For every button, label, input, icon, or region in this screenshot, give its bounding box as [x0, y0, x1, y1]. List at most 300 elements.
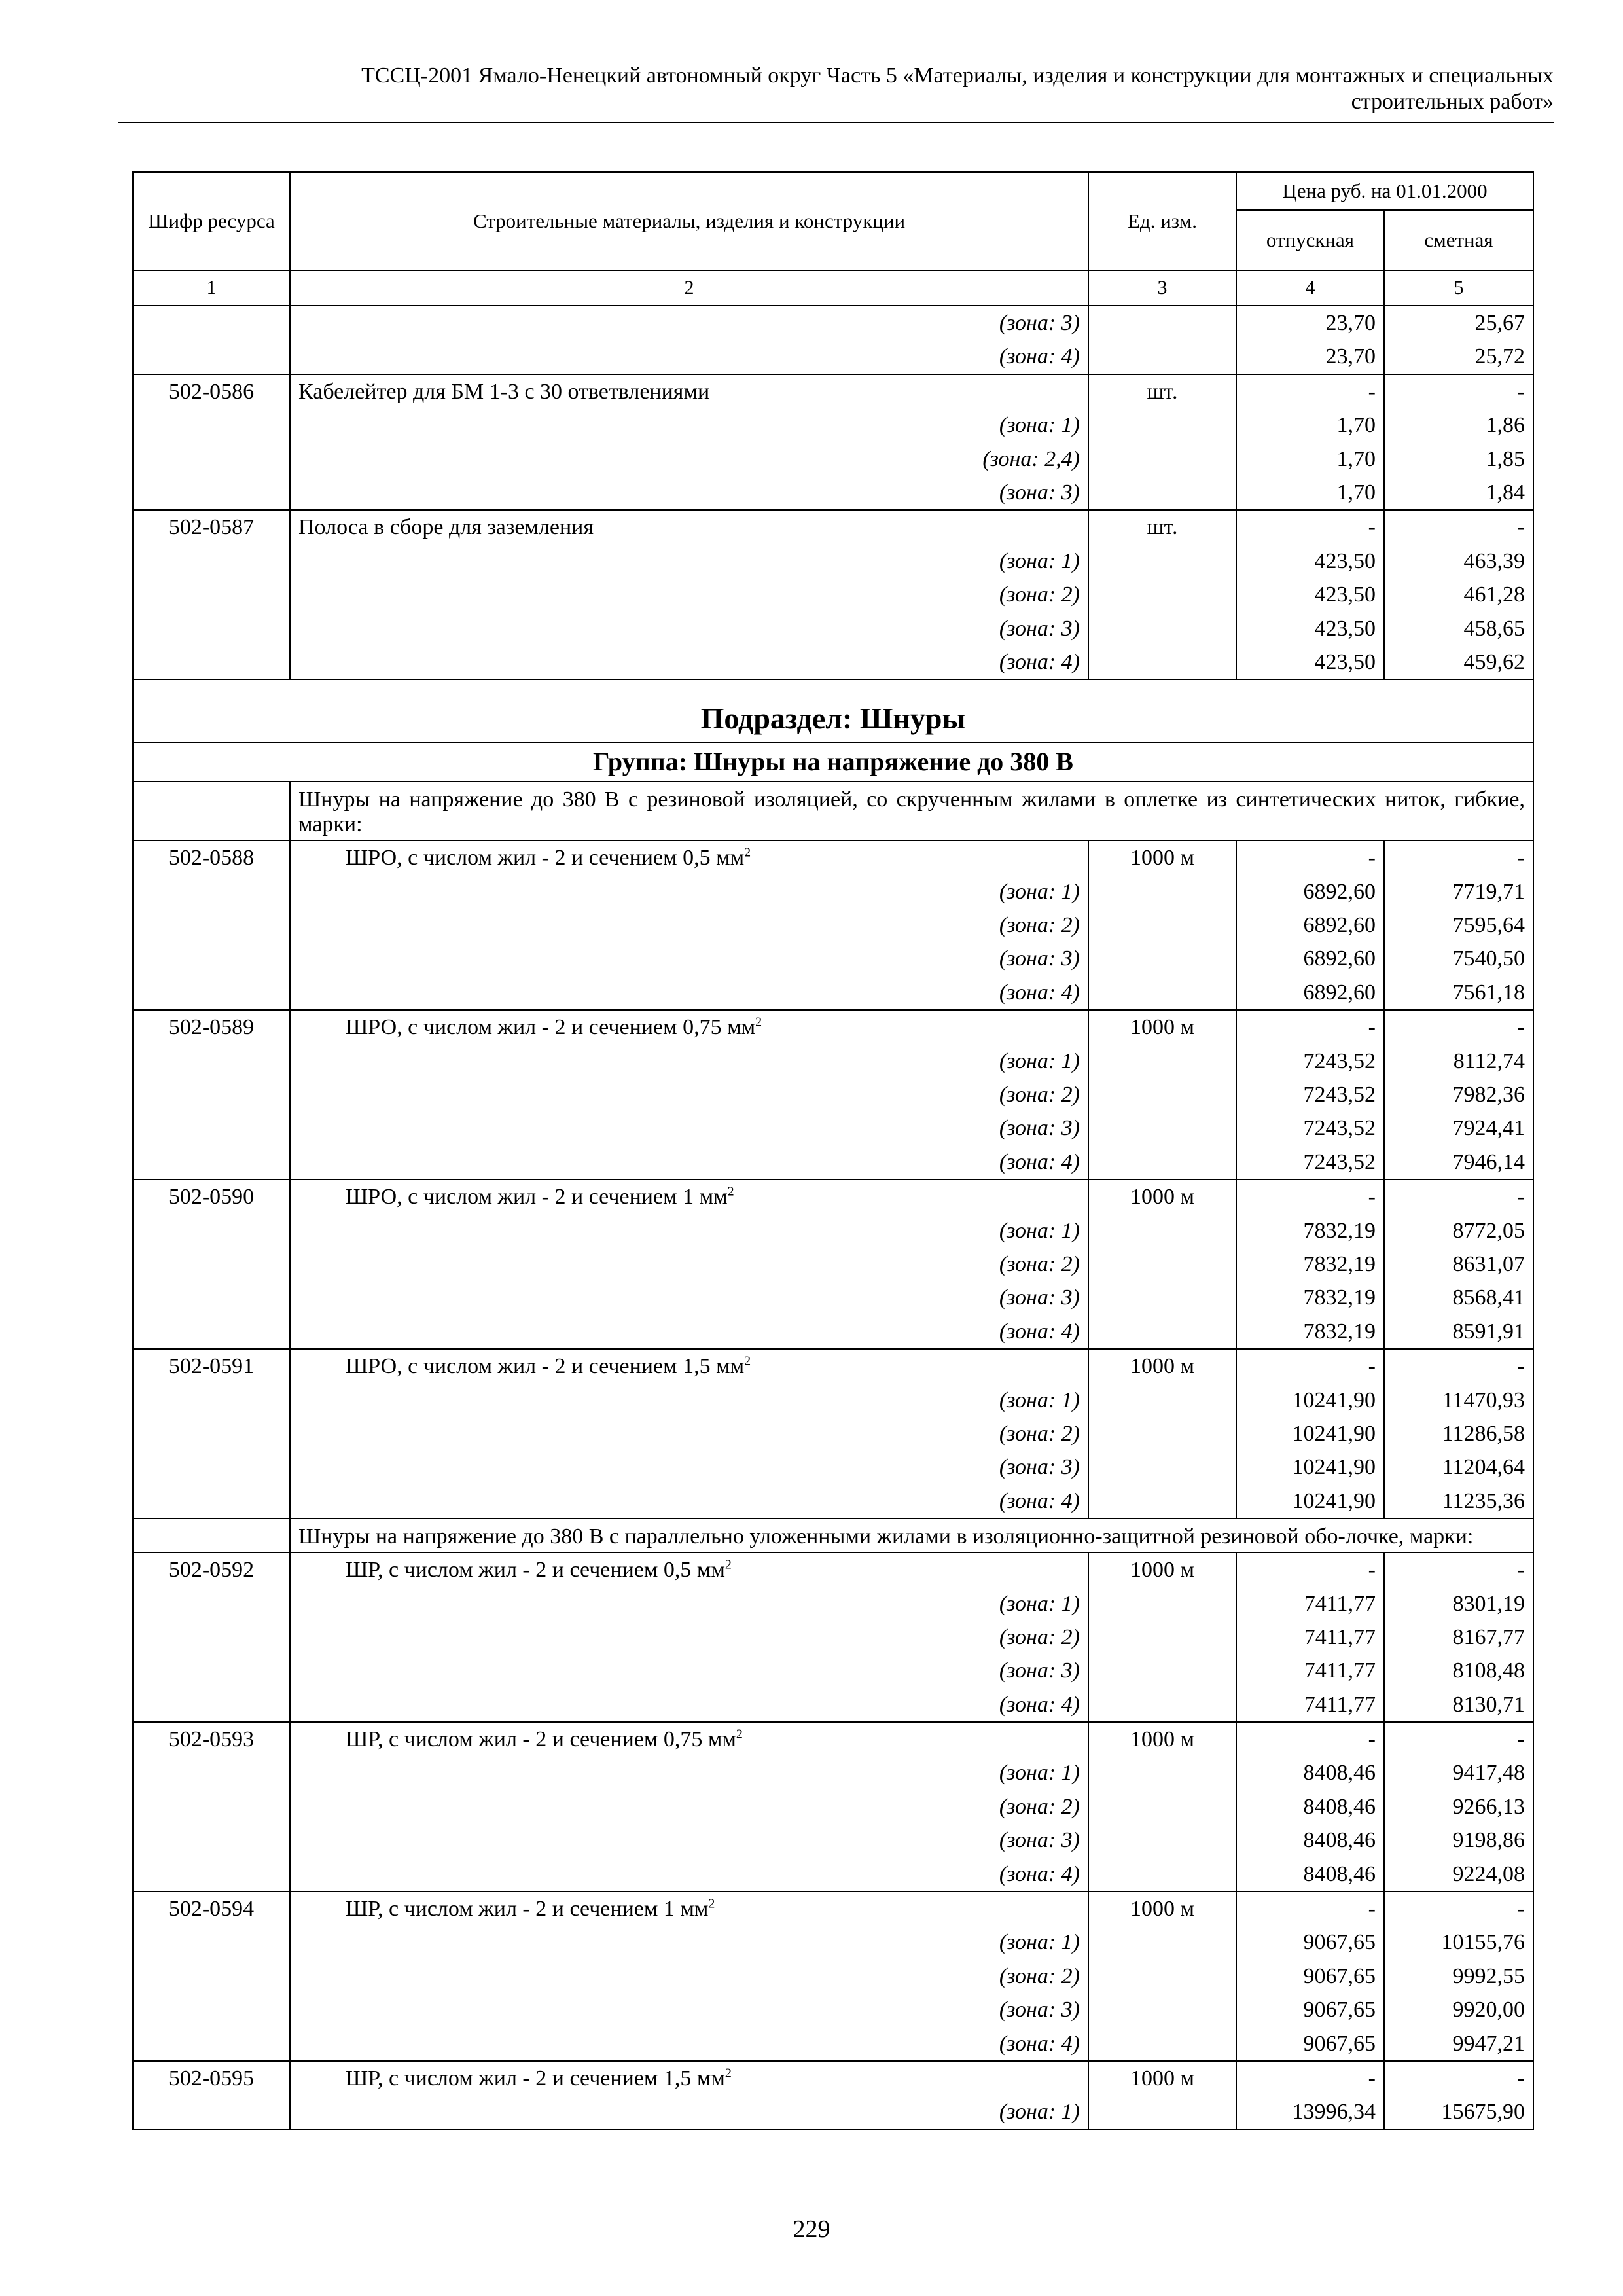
zone-label: (зона: 3) [999, 1998, 1080, 2022]
item-unit: 1000 м [1130, 1015, 1194, 1040]
zone-code-spacer [141, 545, 281, 578]
item-block [133, 1552, 1533, 1722]
item-name-line [346, 2062, 1080, 2095]
zone-release-price: 8408,46 [1303, 1794, 1376, 1819]
zone-code-spacer [141, 1417, 281, 1450]
item-code: 502-0593 [168, 1727, 255, 1752]
zone-release-price: 23,70 [1325, 344, 1376, 369]
zone-unit-spacer [1097, 645, 1228, 679]
zone-release-price: 7832,19 [1303, 1251, 1376, 1276]
item-estimate-price: - [1517, 2066, 1525, 2090]
zone-estimate-price: 8108,48 [1452, 1659, 1525, 1683]
zone-estimate-price: 15675,90 [1441, 2100, 1525, 2125]
item-release-cell [1236, 1179, 1384, 1349]
item-release-cell [1236, 510, 1384, 679]
item-unit-cell [1088, 1552, 1236, 1722]
zone-code-spacer [141, 1315, 281, 1348]
zone-unit-spacer [1097, 942, 1228, 975]
item-name-line [346, 1723, 1080, 1756]
unit-exponent: 2 [727, 1184, 734, 1199]
item-estimate-price: - [1517, 515, 1525, 540]
zone-unit-spacer [1097, 1621, 1228, 1654]
zone-label: (зона: 2) [999, 1794, 1080, 1819]
zone-unit-spacer [1097, 545, 1228, 578]
zone-release-price: 423,50 [1314, 548, 1376, 573]
zone-label: (зона: 2) [999, 1251, 1080, 1276]
zone-release-price: 6892,60 [1303, 946, 1376, 971]
continuation-unit-cell [1088, 306, 1236, 374]
zone-code-spacer [141, 1756, 281, 1789]
zone-unit-spacer [1097, 1384, 1228, 1417]
item-release-cell [1236, 1892, 1384, 2061]
zone-code-spacer [141, 1790, 281, 1823]
continuation-code-cell [133, 306, 290, 374]
zone-release-price: 9067,65 [1303, 1964, 1376, 1988]
zone-label: (зона: 3) [999, 311, 1080, 335]
zone-label: (зона: 4) [999, 2031, 1080, 2056]
item-code-cell [133, 1892, 290, 2061]
item-code-cell [133, 510, 290, 679]
item-estimate-cell [1384, 1349, 1533, 1518]
page-number: 229 [793, 2215, 830, 2243]
zone-label: (зона: 3) [999, 1828, 1080, 1853]
item-code: 502-0591 [168, 1354, 255, 1379]
zone-code-spacer [141, 1688, 281, 1721]
item-estimate-cell [1384, 1552, 1533, 1722]
zone-label: (зона: 1) [999, 1388, 1080, 1412]
col-header-release: отпускная [1236, 210, 1384, 270]
item-name: ШРО, с числом жил - 2 и сечением 1 мм [346, 1185, 728, 1210]
item-unit: 1000 м [1130, 1897, 1194, 1922]
zone-estimate-price: 11470,93 [1442, 1388, 1525, 1412]
zone-unit-spacer [1097, 442, 1228, 476]
item-name: ШР, с числом жил - 2 и сечением 1 мм [346, 1897, 709, 1922]
zone-code-spacer [141, 1926, 281, 1959]
item-name-cell [290, 2061, 1088, 2130]
item-code-cell [133, 1349, 290, 1518]
item-row [133, 1722, 1533, 1892]
item-unit: 1000 м [1130, 1727, 1194, 1752]
zone-estimate-price: 7595,64 [1452, 913, 1525, 938]
col-number: 4 [1236, 270, 1384, 306]
item-row [133, 1892, 1533, 2061]
zone-label: (зона: 3) [999, 616, 1080, 641]
item-row [133, 1349, 1533, 1518]
item-name: Кабелейтер для БМ 1-3 с 30 ответвлениями [298, 379, 710, 404]
item-name-line [346, 1892, 1080, 1926]
zone-code-spacer [141, 1654, 281, 1687]
unit-exponent: 2 [708, 1896, 715, 1911]
zone-code-spacer [141, 942, 281, 975]
zone-release-price: 8408,46 [1303, 1828, 1376, 1853]
col-number: 2 [290, 270, 1088, 306]
zone-label: (зона: 4) [999, 1149, 1080, 1174]
zone-unit-spacer [1097, 340, 1228, 373]
item-estimate-cell [1384, 374, 1533, 511]
item-unit: шт. [1147, 515, 1178, 540]
item-unit: 1000 м [1130, 846, 1194, 870]
zone-release-price: 423,50 [1314, 583, 1376, 607]
item-estimate-price: - [1517, 1015, 1525, 1040]
item-row [133, 2061, 1533, 2130]
unit-exponent: 2 [724, 2066, 732, 2081]
item-name-cell [290, 1722, 1088, 1892]
zone-release-price: 7243,52 [1303, 1116, 1376, 1141]
item-code-cell [133, 1722, 290, 1892]
zone-release-price: 7243,52 [1303, 1049, 1376, 1073]
zone-code-spacer [141, 1247, 281, 1281]
zone-estimate-price: 8301,19 [1452, 1591, 1525, 1616]
item-estimate-price: - [1517, 379, 1525, 404]
zone-release-price: 6892,60 [1303, 913, 1376, 938]
item-estimate-price: - [1517, 1558, 1525, 1583]
zone-label: (зона: 4) [999, 344, 1080, 369]
zone-code-spacer [141, 1145, 281, 1179]
zone-estimate-price: 7561,18 [1452, 980, 1525, 1005]
zone-estimate-price: 7982,36 [1452, 1083, 1525, 1107]
price-table [132, 171, 1534, 2130]
zone-estimate-price: 8772,05 [1452, 1218, 1525, 1243]
item-code: 502-0586 [168, 379, 255, 404]
zone-label: (зона: 1) [999, 413, 1080, 438]
zone-release-price: 6892,60 [1303, 879, 1376, 904]
item-name-line [346, 1553, 1080, 1587]
col-header-price: Цена руб. на 01.01.2000 [1236, 172, 1533, 210]
item-code: 502-0594 [168, 1897, 255, 1922]
item-estimate-cell [1384, 1892, 1533, 2061]
zone-unit-spacer [1097, 875, 1228, 908]
zone-estimate-price: 1,84 [1486, 480, 1525, 505]
zone-release-price: 1,70 [1336, 413, 1376, 438]
running-header-line2: строительных работ» [1351, 90, 1554, 114]
item-code: 502-0590 [168, 1185, 255, 1210]
zone-unit-spacer [1097, 1823, 1228, 1857]
zone-release-price: 10241,90 [1292, 1421, 1376, 1446]
zone-code-spacer [141, 612, 281, 645]
zone-release-price: 9067,65 [1303, 2031, 1376, 2056]
zone-label: (зона: 1) [999, 2100, 1080, 2125]
col-number: 3 [1088, 270, 1236, 306]
zone-code-spacer [141, 2095, 281, 2128]
zone-label: (зона: 4) [999, 1692, 1080, 1717]
zone-code-spacer [141, 1484, 281, 1518]
zone-code-spacer [141, 1384, 281, 1417]
zone-release-price: 6892,60 [1303, 980, 1376, 1005]
zone-unit-spacer [1097, 1688, 1228, 1721]
zone-unit-spacer [1097, 976, 1228, 1009]
zone-release-price: 1,70 [1336, 446, 1376, 471]
item-unit-cell [1088, 1349, 1236, 1518]
description-code-cell [133, 781, 290, 840]
zone-estimate-price: 1,86 [1486, 413, 1525, 438]
zone-estimate-price: 8631,07 [1452, 1251, 1525, 1276]
zone-unit-spacer [1097, 1111, 1228, 1145]
item-name: Полоса в сборе для заземления [298, 515, 594, 540]
zone-unit-spacer [1097, 1315, 1228, 1348]
zone-code-spacer [141, 1823, 281, 1857]
item-name: ШР, с числом жил - 2 и сечением 1,5 мм [346, 2066, 725, 2090]
zone-unit-spacer [1097, 1078, 1228, 1111]
zone-estimate-price: 11286,58 [1442, 1421, 1525, 1446]
item-name: ШРО, с числом жил - 2 и сечением 1,5 мм [346, 1354, 745, 1379]
item-code-cell [133, 2061, 290, 2130]
continuation-block [133, 306, 1533, 374]
zone-code-spacer [141, 476, 281, 509]
description-row [133, 781, 1533, 840]
item-name: ШР, с числом жил - 2 и сечением 0,5 мм [346, 1558, 725, 1583]
item-name-cell [290, 1349, 1088, 1518]
continuation-name-cell [290, 306, 1088, 374]
col-header-estimate: сметная [1384, 210, 1533, 270]
item-unit: 1000 м [1130, 1185, 1194, 1210]
zone-release-price: 7832,19 [1303, 1218, 1376, 1243]
zone-estimate-price: 461,28 [1463, 583, 1525, 607]
item-estimate-price: - [1517, 1354, 1525, 1379]
item-unit-cell [1088, 374, 1236, 511]
item-unit-cell [1088, 2061, 1236, 2130]
zone-label: (зона: 1) [999, 1761, 1080, 1785]
item-name-cell [290, 510, 1088, 679]
zone-unit-spacer [1097, 1450, 1228, 1484]
unit-exponent: 2 [724, 1557, 732, 1572]
zone-unit-spacer [1097, 1654, 1228, 1687]
item-estimate-cell [1384, 1179, 1533, 1349]
zone-unit-spacer [1097, 1756, 1228, 1789]
running-header [118, 63, 1554, 115]
item-block [133, 374, 1533, 511]
zone-code-spacer [141, 875, 281, 908]
zone-label: (зона: 2) [999, 1624, 1080, 1649]
zone-estimate-price: 8568,41 [1452, 1285, 1525, 1310]
header-rule [118, 122, 1554, 123]
item-name-cell [290, 1010, 1088, 1179]
zone-code-spacer [141, 408, 281, 442]
zone-estimate-price: 10155,76 [1441, 1930, 1525, 1955]
item-code-cell [133, 1552, 290, 1722]
zone-unit-spacer [1097, 476, 1228, 509]
col-header-code: Шифр ресурса [133, 172, 290, 270]
item-release-price: - [1368, 1558, 1376, 1583]
item-release-cell [1236, 374, 1384, 511]
item-release-cell [1236, 1552, 1384, 1722]
zone-release-price: 423,50 [1314, 616, 1376, 641]
zone-unit-spacer [1097, 2095, 1228, 2128]
zone-label: (зона: 4) [999, 1488, 1080, 1513]
item-row [133, 510, 1533, 679]
zone-unit-spacer [1097, 578, 1228, 611]
item-estimate-price: - [1517, 846, 1525, 870]
item-estimate-price: - [1517, 1897, 1525, 1922]
description-code-cell [133, 1518, 290, 1552]
item-row [133, 1179, 1533, 1349]
item-code: 502-0589 [168, 1015, 255, 1040]
item-block [133, 840, 1533, 1010]
zone-unit-spacer [1097, 908, 1228, 942]
group-description: Шнуры на напряжение до 380 В с резиновой изоляцией, со скрученным жилами в оплетке из синтетических ниток, гибкие, марки: [290, 781, 1533, 840]
zone-release-price: 10241,90 [1292, 1388, 1376, 1412]
zone-estimate-price: 463,39 [1463, 548, 1525, 573]
item-block [133, 2061, 1533, 2130]
zone-unit-spacer [1097, 1417, 1228, 1450]
item-release-cell [1236, 2061, 1384, 2130]
item-unit-cell [1088, 1179, 1236, 1349]
zone-label: (зона: 4) [999, 980, 1080, 1005]
zone-unit-spacer [1097, 1247, 1228, 1281]
group-description: Шнуры на напряжение до 380 В с параллельно уложенными жилами в изоляционно-защитной резиновой обо-лочке, марки: [290, 1518, 1533, 1552]
zone-unit-spacer [1097, 1045, 1228, 1078]
item-name-cell [290, 1892, 1088, 2061]
item-unit-cell [1088, 1722, 1236, 1892]
item-block [133, 1722, 1533, 1892]
zone-release-price: 9067,65 [1303, 1930, 1376, 1955]
zone-label: (зона: 4) [999, 1319, 1080, 1344]
item-name: ШРО, с числом жил - 2 и сечением 0,75 мм [346, 1015, 756, 1040]
zone-estimate-price: 7946,14 [1452, 1149, 1525, 1174]
zone-estimate-price: 9947,21 [1452, 2031, 1525, 2056]
zone-unit-spacer [1097, 2027, 1228, 2060]
zone-label: (зона: 4) [999, 1861, 1080, 1886]
item-code-cell [133, 840, 290, 1010]
zone-code-spacer [141, 1281, 281, 1314]
zone-code-spacer [141, 578, 281, 611]
item-release-price: - [1368, 2066, 1376, 2090]
item-name-cell [290, 840, 1088, 1010]
zone-code-spacer [141, 976, 281, 1009]
item-estimate-price: - [1517, 1185, 1525, 1210]
zone-code-spacer [141, 1960, 281, 1993]
item-name-line [346, 841, 1080, 874]
zone-code-spacer [141, 908, 281, 942]
unit-exponent: 2 [744, 845, 751, 860]
zone-release-price: 7411,77 [1304, 1692, 1376, 1717]
unit-exponent: 2 [755, 1014, 762, 1030]
item-name-line [346, 1011, 1080, 1044]
zone-estimate-price: 7540,50 [1452, 946, 1525, 971]
item-release-price: - [1368, 1354, 1376, 1379]
col-number: 5 [1384, 270, 1533, 306]
zone-code-spacer [141, 1621, 281, 1654]
zone-estimate-price: 458,65 [1463, 616, 1525, 641]
item-release-cell [1236, 1349, 1384, 1518]
item-unit: 1000 м [1130, 1354, 1194, 1379]
continuation-estimate-cell [1384, 306, 1533, 374]
item-name-cell [290, 1179, 1088, 1349]
zone-code-spacer [141, 1587, 281, 1621]
item-estimate-cell [1384, 840, 1533, 1010]
col-number: 1 [133, 270, 290, 306]
item-unit: 1000 м [1130, 1558, 1194, 1583]
item-unit-cell [1088, 1010, 1236, 1179]
zone-release-price: 7411,77 [1304, 1624, 1376, 1649]
zone-label: (зона: 1) [999, 879, 1080, 904]
unit-exponent: 2 [744, 1354, 751, 1369]
zone-estimate-price: 11235,36 [1442, 1488, 1525, 1513]
item-name-line [346, 1350, 1080, 1383]
item-code-cell [133, 1179, 290, 1349]
item-block [133, 1349, 1533, 1518]
item-name: ШРО, с числом жил - 2 и сечением 0,5 мм [346, 846, 745, 870]
zone-estimate-price: 8167,77 [1452, 1624, 1525, 1649]
group-row [133, 742, 1533, 781]
zone-estimate-price: 9417,48 [1452, 1761, 1525, 1785]
zone-estimate-price: 25,67 [1474, 311, 1525, 335]
zone-label: (зона: 3) [999, 946, 1080, 971]
item-row [133, 374, 1533, 511]
zone-estimate-price: 9198,86 [1452, 1828, 1525, 1853]
continuation-release-cell [1236, 306, 1384, 374]
zone-unit-spacer [1097, 1281, 1228, 1314]
zone-estimate-price: 1,85 [1486, 446, 1525, 471]
zone-code-spacer [141, 1045, 281, 1078]
zone-estimate-price: 8130,71 [1452, 1692, 1525, 1717]
zone-release-price: 8408,46 [1303, 1761, 1376, 1785]
zone-unit-spacer [1097, 408, 1228, 442]
item-unit-cell [1088, 840, 1236, 1010]
zone-label: (зона: 2) [999, 913, 1080, 938]
item-release-cell [1236, 1722, 1384, 1892]
item-release-price: - [1368, 515, 1376, 540]
zone-release-price: 10241,90 [1292, 1488, 1376, 1513]
zone-unit-spacer [1097, 1145, 1228, 1179]
zone-unit-spacer [1097, 612, 1228, 645]
item-code: 502-0587 [168, 515, 255, 540]
item-estimate-cell [1384, 1010, 1533, 1179]
zone-release-price: 13996,34 [1292, 2100, 1376, 2125]
item-release-price: - [1368, 379, 1376, 404]
col-header-unit: Ед. изм. [1088, 172, 1236, 270]
item-release-cell [1236, 840, 1384, 1010]
item-unit-cell [1088, 510, 1236, 679]
zone-estimate-price: 9992,55 [1452, 1964, 1525, 1988]
zone-code-spacer [141, 1214, 281, 1247]
zone-code-spacer [141, 306, 281, 340]
zone-estimate-price: 9224,08 [1452, 1861, 1525, 1886]
zone-code-spacer [141, 1078, 281, 1111]
zone-code-spacer [141, 442, 281, 476]
zone-unit-spacer [1097, 306, 1228, 340]
zone-code-spacer [141, 2027, 281, 2060]
zone-estimate-price: 8112,74 [1453, 1049, 1525, 1073]
zone-label: (зона: 3) [999, 1659, 1080, 1683]
zone-estimate-price: 25,72 [1474, 344, 1525, 369]
item-unit-cell [1088, 1892, 1236, 2061]
item-code: 502-0588 [168, 846, 255, 870]
zone-estimate-price: 11204,64 [1442, 1455, 1525, 1480]
zone-unit-spacer [1097, 1587, 1228, 1621]
zone-estimate-price: 8591,91 [1452, 1319, 1525, 1344]
subsection-title: Подраздел: Шнуры [133, 679, 1533, 742]
zone-label: (зона: 2) [999, 583, 1080, 607]
zone-code-spacer [141, 1857, 281, 1891]
zone-release-price: 7832,19 [1303, 1319, 1376, 1344]
continuation-row [133, 306, 1533, 374]
zone-label: (зона: 2) [999, 1083, 1080, 1107]
item-estimate-cell [1384, 2061, 1533, 2130]
item-unit: шт. [1147, 379, 1178, 404]
item-release-price: - [1368, 1185, 1376, 1210]
item-name-line [298, 375, 1080, 408]
item-release-price: - [1368, 1897, 1376, 1922]
zone-code-spacer [141, 340, 281, 373]
zone-code-spacer [141, 1450, 281, 1484]
zone-unit-spacer [1097, 1484, 1228, 1518]
item-row [133, 1552, 1533, 1722]
zone-release-price: 23,70 [1325, 311, 1376, 335]
item-estimate-cell [1384, 1722, 1533, 1892]
zone-label: (зона: 1) [999, 548, 1080, 573]
item-code-cell [133, 374, 290, 511]
zone-estimate-price: 7924,41 [1452, 1116, 1525, 1141]
